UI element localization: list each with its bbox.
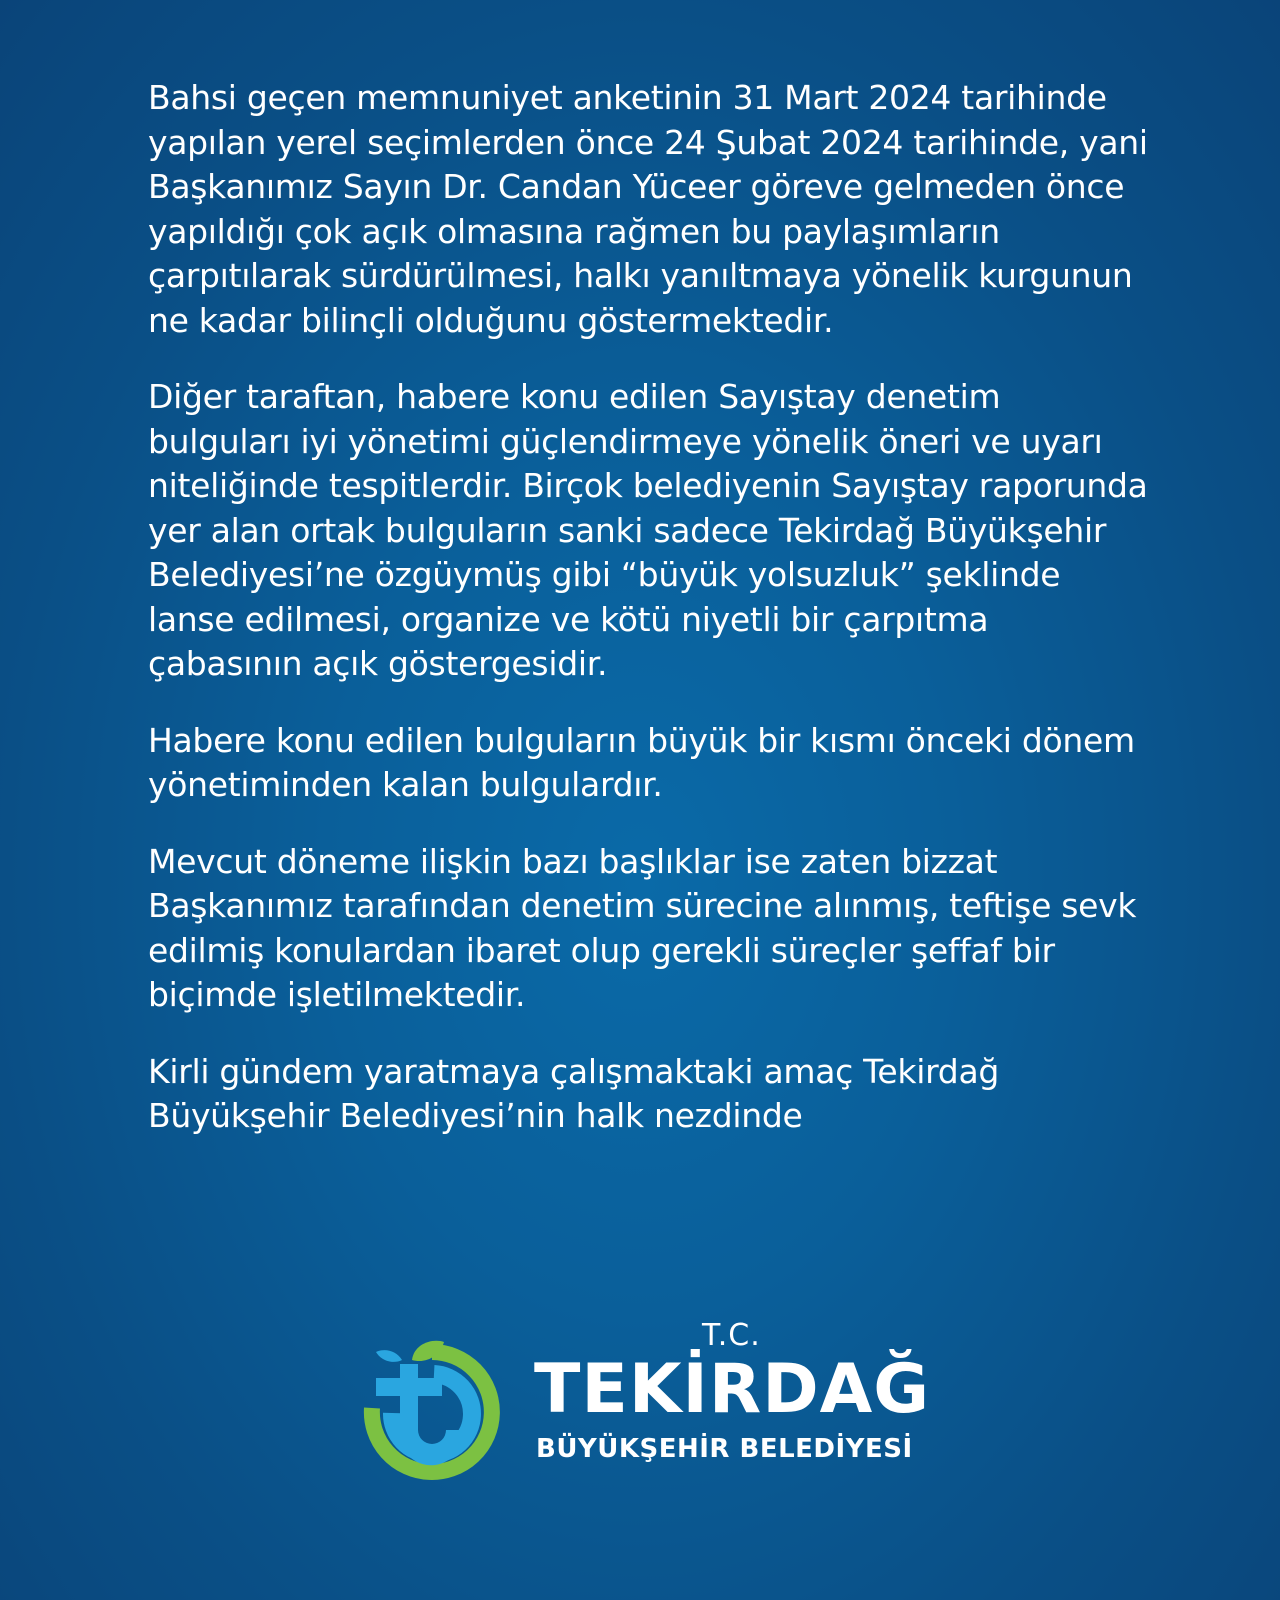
- paragraph-2: Diğer taraftan, habere konu edilen Sayıştay denetim bulguları iyi yönetimi güçlendirmeye yönelik öneri ve uyarı niteliğinde tespitlerdir. Birçok belediyenin Sayıştay raporunda yer alan ortak bulguların sanki sadece Tekirdağ Büyükşehir Belediyesi’ne özgüymüş gibi “büyük yolsuzluk” şeklinde lanse edilmesi, organize ve kötü niyetli bir çarpıtma çabasının açık göstergesidir.: [148, 377, 1148, 683]
- statement-body: [148, 76, 1148, 1171]
- logo-subtitle: BÜYÜKŞEHİR BELEDİYESİ: [536, 1434, 913, 1464]
- paragraph-4: Mevcut döneme ilişkin bazı başlıklar ise zaten bizzat Başkanımız tarafından denetim sürecine alınmış, teftişe sevk edilmiş konulardan ibaret olup gerekli süreçler şeffaf bir biçimde işletilmektedir.: [148, 841, 1137, 1014]
- paragraph-3: Habere konu edilen bulguların büyük bir kısmı önceki dönem yönetiminden kalan bulgulardır.: [148, 720, 1135, 804]
- logo-prefix: T.C.: [702, 1318, 761, 1353]
- paragraph-1: Bahsi geçen memnuniyet anketinin 31 Mart 2024 tarihinde yapılan yerel seçimlerden önce 24 Şubat 2024 tarihinde, yani Başkanımız Sayın Dr. Candan Yüceer göreve gelmeden önce yapıldığı çok açık olmasına rağmen bu paylaşımların çarpıtılarak sürdürülmesi, halkı yanıltmaya yönelik kurgunun ne kadar bilinçli olduğunu göstermektedir.: [148, 78, 1148, 340]
- tekirdag-municipality-emblem-icon: [352, 1338, 512, 1498]
- paragraph-5: Kirli gündem yaratmaya çalışmaktaki amaç Tekirdağ Büyükşehir Belediyesi’nin halk nezdinde: [148, 1051, 1000, 1135]
- municipality-logo: [352, 1318, 932, 1498]
- logo-name: TEKİRDAĞ: [534, 1350, 931, 1429]
